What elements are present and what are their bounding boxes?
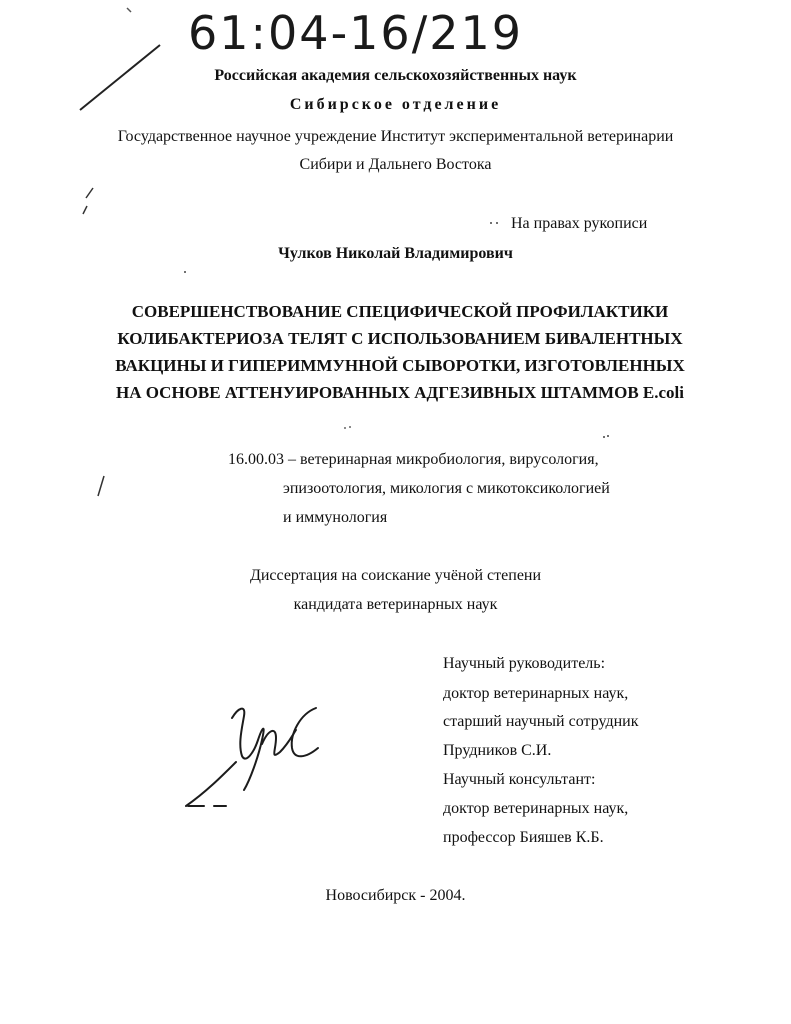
title-line: НА ОСНОВЕ АТТЕНУИРОВАННЫХ АДГЕЗИВНЫХ ШТАММОВ E.coli xyxy=(115,383,684,402)
scan-dot xyxy=(603,436,605,438)
city-year: Новосибирск - 2004. xyxy=(325,887,466,904)
consultant-degree: доктор ветеринарных наук, xyxy=(443,800,629,817)
title-line: ВАКЦИНЫ И ГИПЕРИММУННОЙ СЫВОРОТКИ, ИЗГОТОВЛЕННЫХ xyxy=(115,356,685,375)
specialty-line1: 16.00.03 – ветеринарная микробиология, вирусология, xyxy=(228,451,599,468)
consultant-label: Научный консультант: xyxy=(443,771,596,788)
author-name: Чулков Николай Владимирович xyxy=(278,245,513,262)
scan-dot xyxy=(496,222,498,224)
scan-speck-mark xyxy=(127,8,131,12)
margin-tick-mark xyxy=(83,206,87,214)
margin-tick-mark xyxy=(86,188,93,198)
handwritten-archive-code: 61:04-16/219 xyxy=(188,6,523,60)
supervisor-label: Научный руководитель: xyxy=(443,655,606,672)
supervisor-name: Прудников С.И. xyxy=(443,742,552,759)
academy-name: Российская академия сельскохозяйственных наук xyxy=(214,67,577,84)
supervisor-position: старший научный сотрудник xyxy=(443,713,639,730)
specialty-line2: эпизоотология, микология с микотоксикологией xyxy=(283,480,610,497)
title-line: СОВЕРШЕНСТВОВАНИЕ СПЕЦИФИЧЕСКОЙ ПРОФИЛАКТИКИ xyxy=(131,302,669,321)
scan-dot xyxy=(184,271,186,273)
title-line: КОЛИБАКТЕРИОЗА ТЕЛЯТ С ИСПОЛЬЗОВАНИЕМ БИВАЛЕНТНЫХ xyxy=(117,329,683,348)
specialty-line3: и иммунология xyxy=(283,509,388,526)
margin-tick-mark xyxy=(98,476,104,496)
handwritten-signature xyxy=(186,708,318,806)
institution-name-line2: Сибири и Дальнего Востока xyxy=(299,156,492,173)
institution-name: Государственное научное учреждение Институт экспериментальной ветеринарии xyxy=(117,128,674,145)
consultant-position: профессор Бияшев К.Б. xyxy=(443,829,604,846)
pen-stroke-mark xyxy=(80,45,160,110)
dissertation-degree-line2: кандидата ветеринарных наук xyxy=(293,596,498,613)
scan-dot xyxy=(344,427,346,429)
rights-note: На правах рукописи xyxy=(511,215,648,232)
division-name: Сибирское отделение xyxy=(289,96,502,113)
supervisor-degree: доктор ветеринарных наук, xyxy=(443,685,629,702)
signature-stroke xyxy=(232,709,264,790)
scan-dot xyxy=(607,435,609,437)
scan-dot xyxy=(490,222,492,224)
scan-dot xyxy=(349,426,351,428)
dissertation-degree-line1: Диссертация на соискание учёной степени xyxy=(249,567,542,584)
signature-stroke xyxy=(186,762,236,806)
